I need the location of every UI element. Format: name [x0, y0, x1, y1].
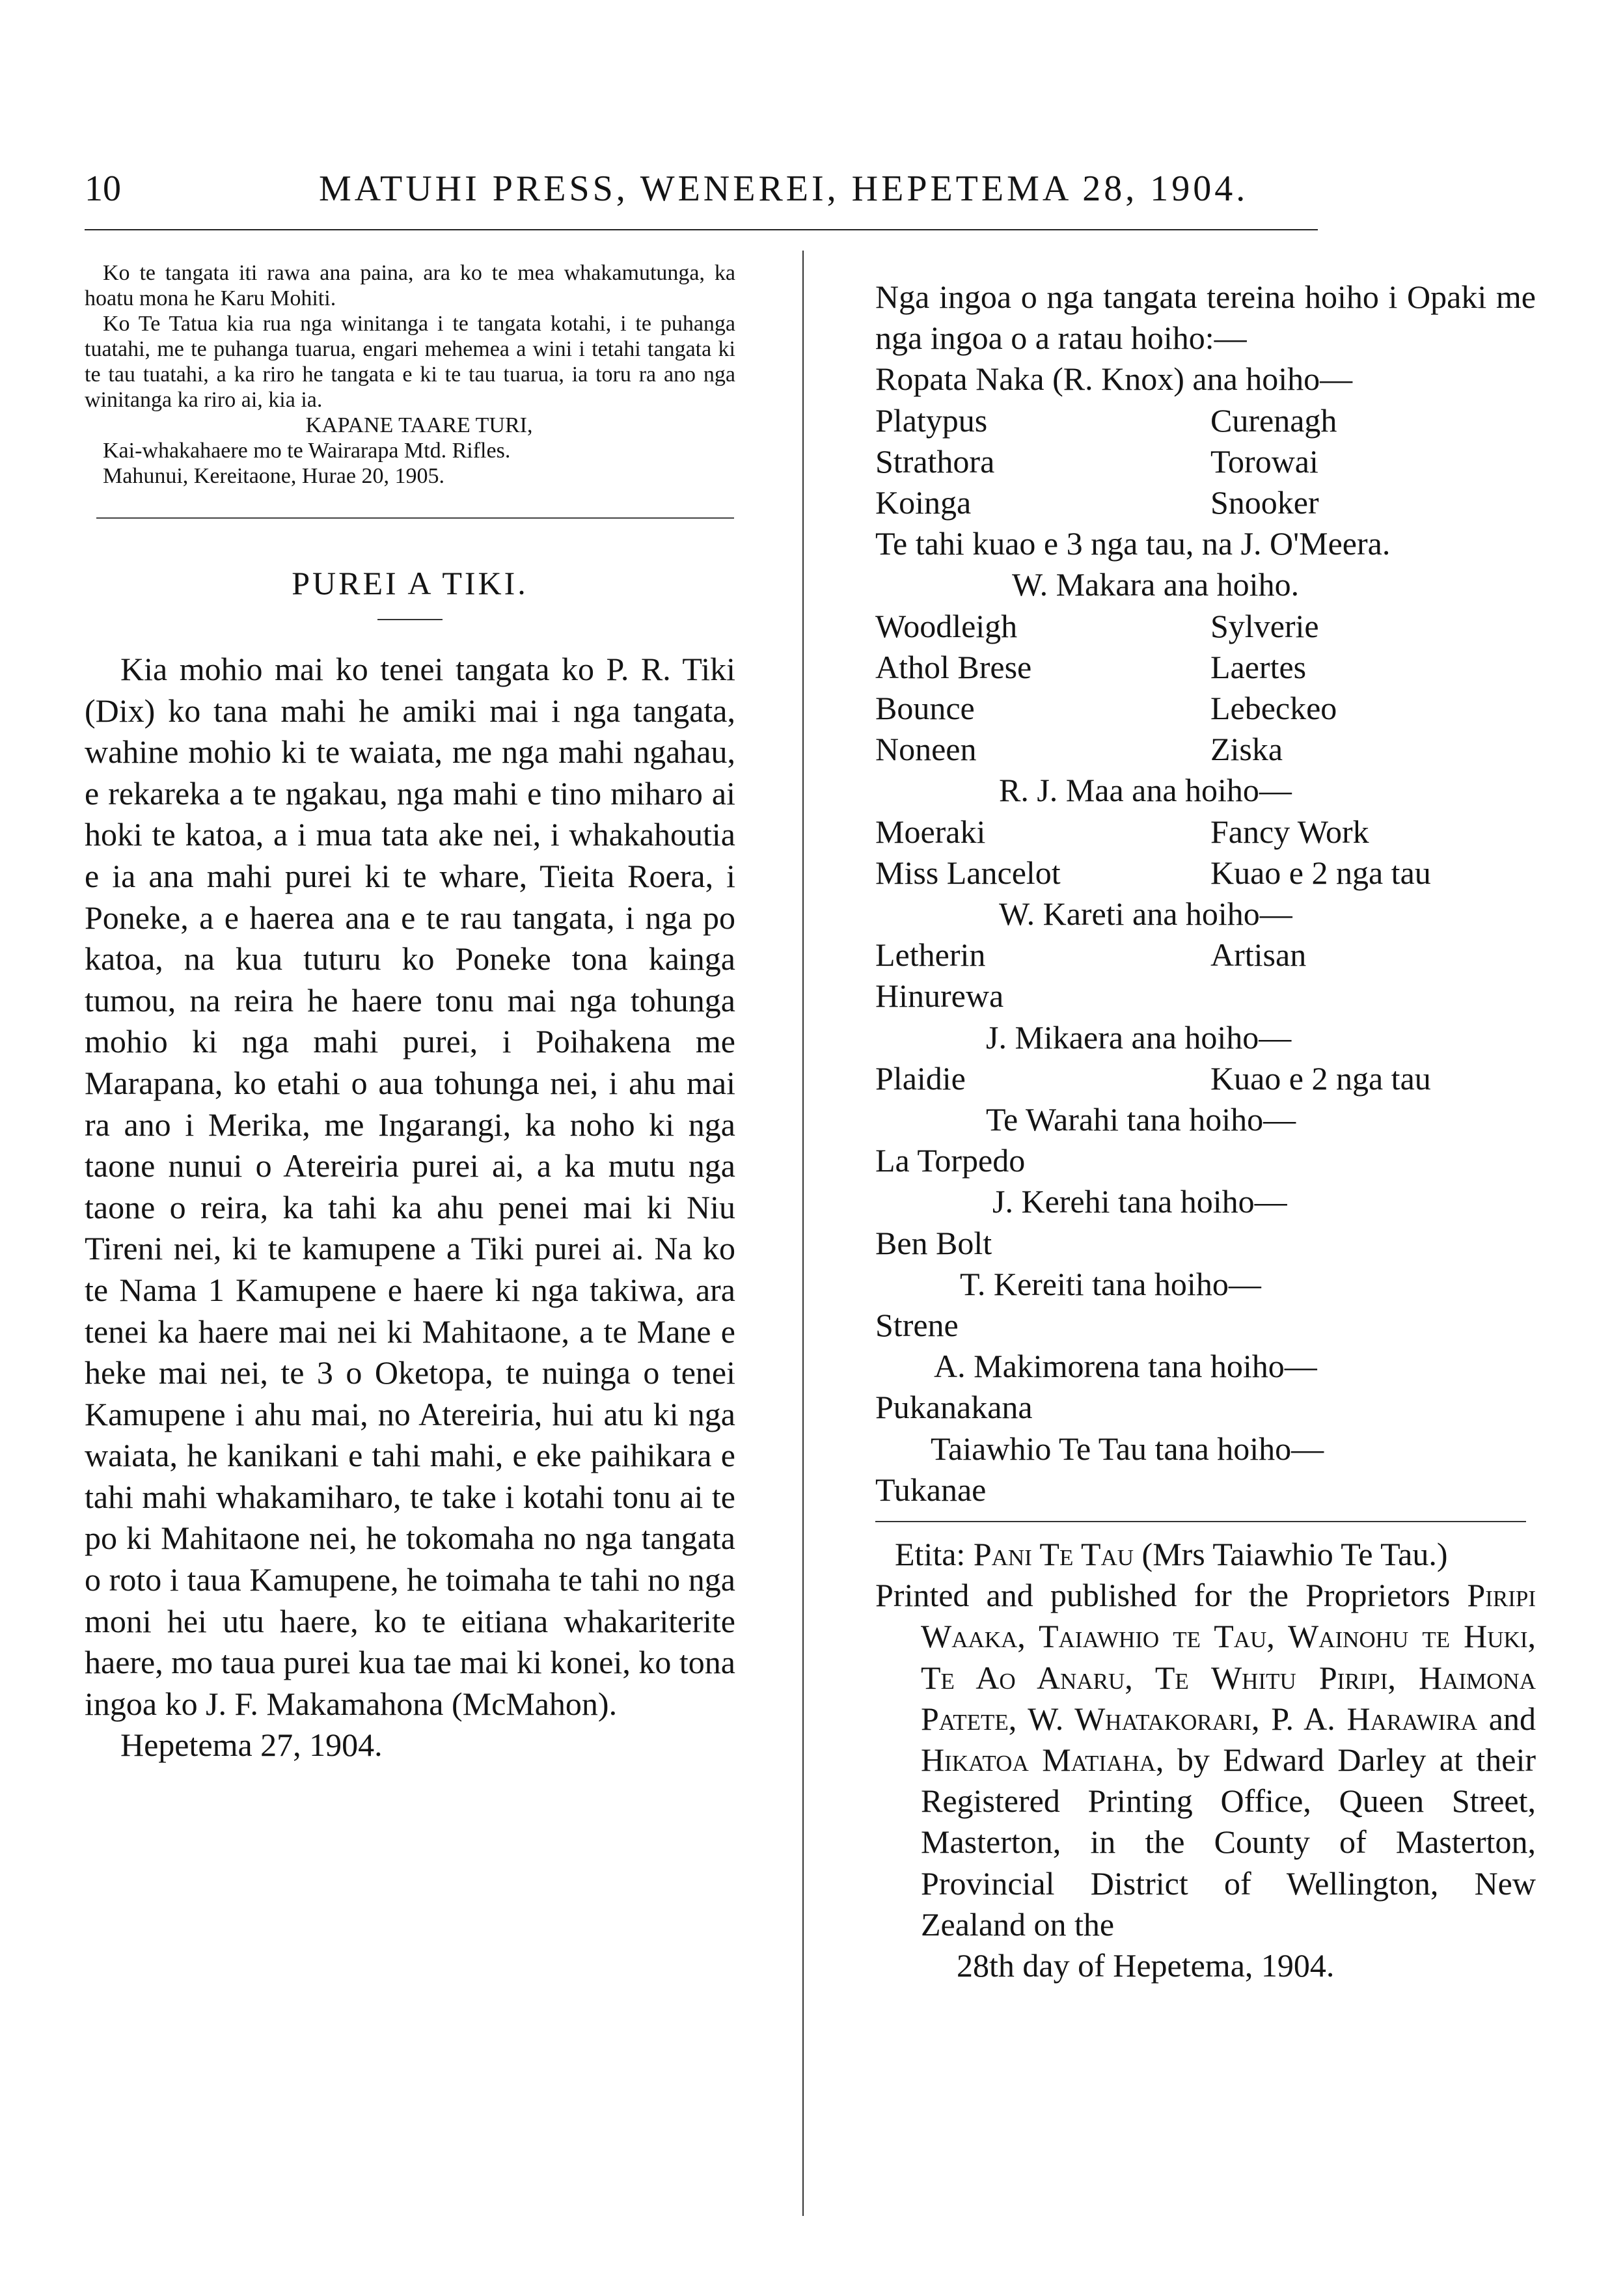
notice-signature-name: KAPANE TAARE TURI, — [305, 413, 533, 437]
owner-heading: W. Kareti ana hoiho— — [999, 895, 1292, 932]
page-number: 10 — [85, 169, 121, 209]
horse-name: Letherin — [875, 936, 986, 974]
horse-name: Plaidie — [875, 1059, 966, 1097]
horse-name: Athol Brese — [875, 648, 1032, 685]
imprint-text: by Edward Darley at their Registered Printing Office, Queen Street, Masterton, in the County of Masterton, Provincial District of Wellington, New Zealand on the — [921, 1741, 1536, 1943]
page-header — [85, 168, 1318, 220]
owner-heading: Ropata Naka (R. Knox) ana hoiho— — [875, 361, 1353, 398]
horse-name: Bounce — [875, 689, 975, 726]
horse-row — [875, 441, 1536, 482]
horse-name: Pukanakana — [875, 1389, 1033, 1426]
horse-name: Torowai — [1210, 443, 1318, 480]
horse-row — [875, 729, 1536, 770]
owner-heading: Te Warahi tana hoiho— — [986, 1100, 1296, 1138]
horse-row — [875, 482, 1536, 523]
horse-name: Ziska — [1210, 731, 1283, 768]
imprint-proprietor-last: Hikatoa Matiaha, — [921, 1741, 1164, 1778]
notice-paragraph: Ko Te Tatua kia rua nga winitanga i te tangata kotahi, i te puhanga tuatahi, me te puhanga tuarua, engari mehemea a wini i tetahi tangata ki te tau tuatahi, a ka riro he tangata e ki te tau tuarua, ia toru ra ano nga winitanga ka riro ai, kia ia. — [85, 312, 735, 412]
editor-name: Pani Te Tau — [973, 1535, 1134, 1572]
article-date: Hepetema 27, 1904. — [120, 1727, 383, 1764]
editor-label: Etita: — [895, 1535, 966, 1572]
horse-name: Laertes — [1210, 648, 1307, 685]
imprint-date: 28th day of Hepetema, 1904. — [957, 1947, 1335, 1984]
title-rule — [377, 619, 443, 620]
horse-name: Woodleigh — [875, 607, 1018, 644]
owner-heading: Taiawhio Te Tau tana hoiho— — [931, 1430, 1324, 1467]
horse-name: Miss Lancelot — [875, 854, 1061, 891]
horse-name: Moeraki — [875, 813, 986, 850]
imprint — [875, 1575, 1536, 1986]
header-rule — [85, 229, 1318, 230]
horse-row — [875, 688, 1536, 729]
column-divider — [802, 251, 804, 2216]
horse-name: Kuao e 2 nga tau — [1210, 854, 1431, 891]
horse-name: Fancy Work — [1210, 813, 1369, 850]
horse-row — [875, 400, 1536, 441]
article-title: PUREI A TIKI. — [292, 565, 528, 601]
horse-name: Strene — [875, 1306, 959, 1343]
horse-row — [875, 647, 1536, 688]
horse-name: Sylverie — [1210, 607, 1319, 644]
horse-row — [875, 935, 1536, 976]
horse-name: Ben Bolt — [875, 1224, 992, 1261]
article-paragraph: Kia mohio mai ko tenei tangata ko P. R. Tiki (Dix) ko tana mahi he amiki mai i nga tangata, wahine mohio ki te waiata, me nga mahi ngahau, e rekareka a te ngakau, nga mahi e tino miharo ai hoki te katoa, a i mua tata ake nei, i whakahoutia e ia ana mahi purei ki te whare, Tieita Roera, i Poneke, a e haerea ana e te rau tangata, i nga po katoa, na kua tuturu ko Poneke tona kainga tumou, na reira he haere tonu mai nga tohunga mohio ki nga mahi purei, i Poihakena me Marapana, ko etahi o aua tohunga nei, i ahu mai ra ano i Merika, me Ingarangi, ka noho ki nga taone nunui o Atereiria purei ai, a ka mutu nga taone o reira, ka tahi ka ahu penei mai ki Niu Tireni nei, ki te kamupene a Tiki purei ai. Na ko te Nama 1 Kamupene e haere ki nga takiwa, ara tenei ka haere mai nei ki Mahitaone, a te Mane e heke mai nei, te 3 o Oketopa, te nuinga o tenei Kamupene i ahu mai, no Atereiria, hui atu ki nga waiata, he kanikani e tahi mahi, e eke paihikara e tahi mahi whakamiharo, te take i kotahi tonu ai te po ki Mahitaone nei, he tokomaha no nga tangata o roto i taua Kamupene, he toimaha te tahi no nga moni hei utu haere, ko te eitiana whakariterite haere, mo taua purei kua tae mai ki konei, ko tona ingoa ko J. F. Makamahona (McMahon). — [85, 651, 735, 1722]
horse-row — [875, 812, 1536, 853]
horse-name: Platypus — [875, 402, 988, 439]
owner-heading: J. Mikaera ana hoiho— — [986, 1018, 1292, 1056]
horse-name: Artisan — [1210, 936, 1307, 974]
imprint-proprietors: Piripi Waaka, Taiawhio te Tau, Wainohu te Huki, Te Ao Anaru, Te Whitu Piripi, Haimona Patete, W. Whatakorari, P. A. Harawira — [921, 1577, 1536, 1737]
rifle-notice — [85, 260, 735, 489]
imprint-divider — [875, 1521, 1526, 1522]
masthead-title: MATUHI PRESS, WENEREI, HEPETEMA 28, 1904. — [319, 169, 1249, 209]
horse-row — [875, 606, 1536, 647]
horse-row — [875, 853, 1536, 894]
horse-row — [875, 1058, 1536, 1099]
notice-signature-date: Mahunui, Kereitaone, Hurae 20, 1905. — [103, 464, 444, 488]
horse-name: Hinurewa — [875, 977, 1004, 1015]
left-column — [85, 260, 735, 1766]
horse-name: Koinga — [875, 484, 972, 521]
horse-name: Kuao e 2 nga tau — [1210, 1059, 1431, 1097]
list-intro: Nga ingoa o nga tangata tereina hoiho i Opaki me nga ingoa o a ratau hoiho:— — [875, 279, 1536, 357]
extra-horse-line: Te tahi kuao e 3 nga tau, na J. O'Meera. — [875, 525, 1391, 562]
imprint-text: and — [1488, 1700, 1536, 1737]
right-column — [875, 277, 1536, 1986]
editor-note: (Mrs Taiawhio Te Tau.) — [1141, 1535, 1448, 1572]
owner-heading: J. Kerehi tana hoiho— — [992, 1183, 1287, 1220]
article-body — [85, 649, 735, 1766]
horse-name: Curenagh — [1210, 402, 1337, 439]
notice-signature-role: Kai-whakahaere mo te Wairarapa Mtd. Rifles. — [103, 439, 511, 463]
horse-name: Strathora — [875, 443, 995, 480]
notice-paragraph: Ko te tangata iti rawa ana paina, ara ko te mea whakamutunga, ka hoatu mona he Karu Mohiti. — [85, 261, 735, 310]
horse-name: Lebeckeo — [1210, 689, 1337, 726]
section-divider — [96, 517, 734, 519]
horse-name: Tukanae — [875, 1471, 987, 1508]
owner-heading: W. Makara ana hoiho. — [1012, 566, 1300, 603]
horse-name: Snooker — [1210, 484, 1319, 521]
editor-line — [875, 1534, 1536, 1575]
imprint-text: Printed and published for the Proprietors — [875, 1577, 1451, 1614]
horse-name: Noneen — [875, 731, 977, 768]
owner-heading: T. Kereiti tana hoiho— — [960, 1265, 1261, 1302]
horse-name: La Torpedo — [875, 1142, 1026, 1179]
owner-heading: A. Makimorena tana hoiho— — [934, 1348, 1317, 1385]
owner-heading: R. J. Maa ana hoiho— — [999, 772, 1292, 809]
